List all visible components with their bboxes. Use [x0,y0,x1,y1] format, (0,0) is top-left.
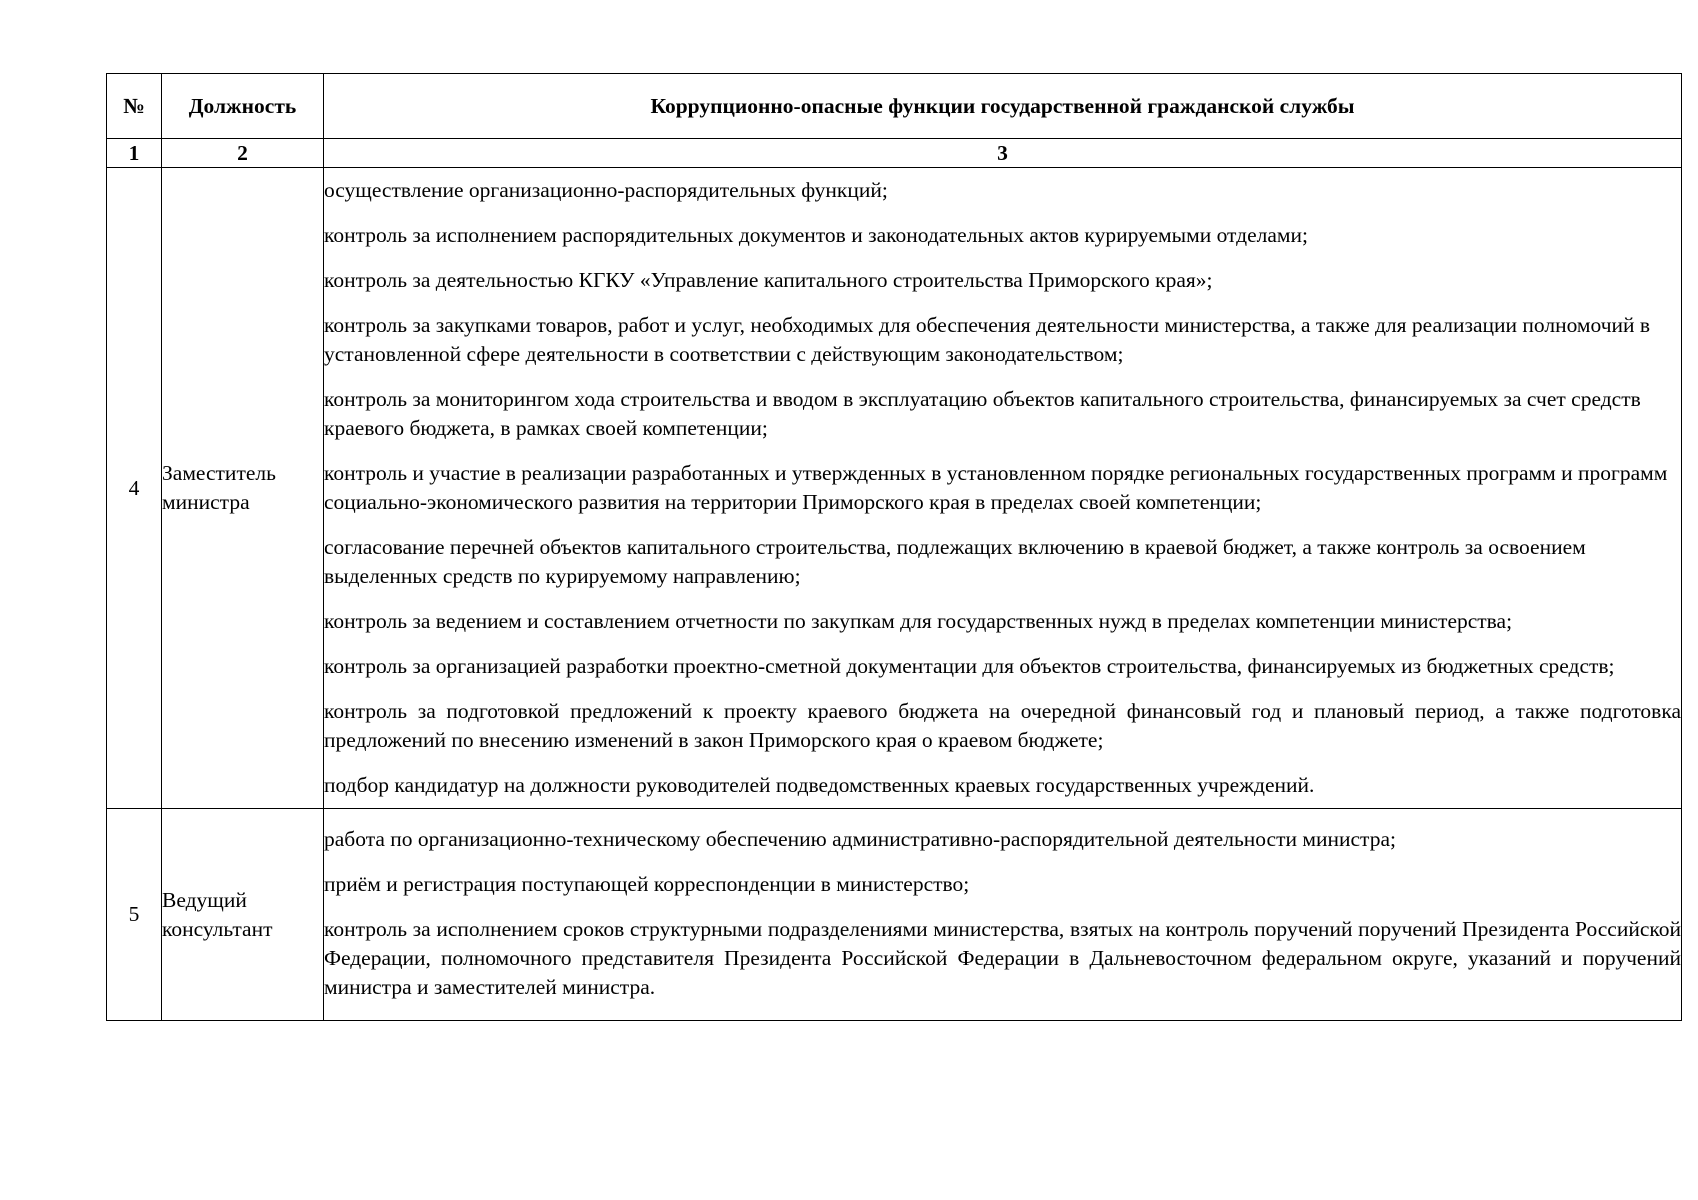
row-position: Ведущий консультант [162,809,324,1021]
header-number: № [107,74,162,139]
function-item: контроль за исполнением сроков структурными подразделениями министерства, взятых на контроль поручений поручений Президента Российской Федерации, полномочного представителя Президента Российской Федерации в Дальневосточном федеральном округе, указаний и поручений министра и заместителей министра. [324,917,1681,999]
function-item: контроль за мониторингом хода строительства и вводом в эксплуатацию объектов капитального строительства, финансируемых за счет средств краевого бюджета, в рамках своей компетенции; [324,387,1641,440]
function-item: контроль и участие в реализации разработанных и утвержденных в установленном порядке региональных государственных программ и программ социально-экономического развития на территории Приморского края в пределах своей компетенции; [324,461,1668,514]
function-item: осуществление организационно-распорядительных функций; [324,178,888,202]
column-number-1: 1 [107,139,162,168]
function-item: контроль за деятельностью КГКУ «Управление капитального строительства Приморского края»; [324,268,1213,292]
column-number-row [107,139,1682,168]
row-functions [324,168,1682,809]
header-row [107,74,1682,139]
column-number-3: 3 [324,139,1682,168]
function-item: контроль за подготовкой предложений к проекту краевого бюджета на очередной финансовый год и плановый период, а также подготовка предложений по внесению изменений в закон Приморского края о краевом бюджете; [324,699,1681,752]
function-item: контроль за организацией разработки проектно-сметной документации для объектов строительства, финансируемых из бюджетных средств; [324,654,1615,678]
column-number-2: 2 [162,139,324,168]
header-position: Должность [162,74,324,139]
function-item: контроль за закупками товаров, работ и услуг, необходимых для обеспечения деятельности министерства, а также для реализации полномочий в установленной сфере деятельности в соответствии с действующим законодательством; [324,313,1651,366]
row-number: 5 [107,809,162,1021]
function-item: контроль за исполнением распорядительных документов и законодательных актов курируемыми отделами; [324,223,1309,247]
table-row [107,809,1682,1021]
header-functions: Коррупционно-опасные функции государственной гражданской службы [324,74,1682,139]
row-number: 4 [107,168,162,809]
corruption-functions-table [106,73,1682,1021]
row-functions [324,809,1682,1021]
table-row [107,168,1682,809]
function-item: подбор кандидатур на должности руководителей подведомственных краевых государственных учреждений. [324,773,1315,797]
function-item: приём и регистрация поступающей корреспонденции в министерство; [324,872,970,896]
row-position: Заместитель министра [162,168,324,809]
function-item: контроль за ведением и составлением отчетности по закупкам для государственных нужд в пределах компетенции министерства; [324,609,1513,633]
function-item: согласование перечней объектов капитального строительства, подлежащих включению в краевой бюджет, а также контроль за освоением выделенных средств по курируемому направлению; [324,535,1586,588]
function-item: работа по организационно-техническому обеспечению административно-распорядительной деятельности министра; [324,827,1396,851]
